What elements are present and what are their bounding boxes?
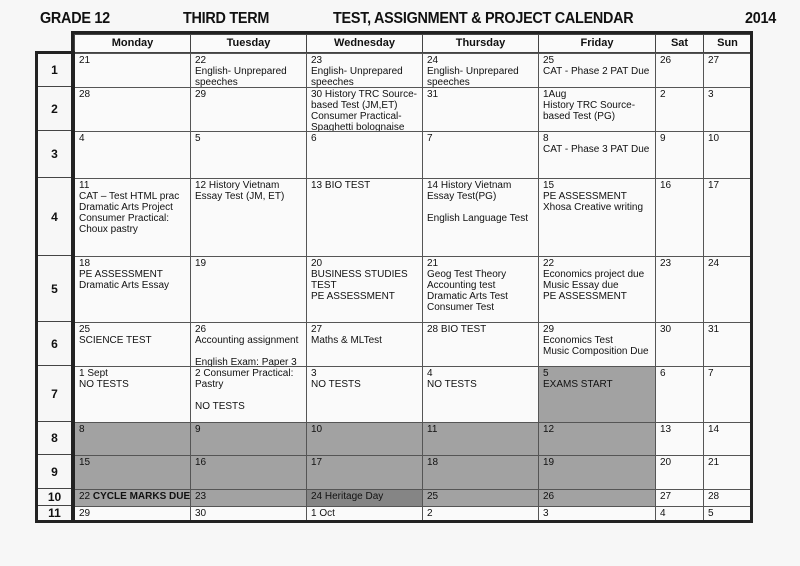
day-text: Pastry <box>195 379 224 390</box>
day-text: 17 <box>311 457 323 468</box>
day-text: NO TESTS <box>427 379 477 390</box>
day-text: 1 Sept <box>79 368 108 379</box>
week-number: 11 <box>38 506 71 521</box>
day-text: 11 <box>427 424 438 435</box>
column-header-wednesday: Wednesday <box>306 34 423 53</box>
column-header-thursday: Thursday <box>422 34 539 53</box>
day-text: 10 <box>311 424 323 435</box>
column-header-monday: Monday <box>74 34 191 53</box>
day-text: 9 <box>660 133 666 144</box>
day-text: Economics Test <box>543 335 613 346</box>
week-number: 1 <box>38 53 71 87</box>
day-text: 5 <box>543 368 549 379</box>
day-text: 8 <box>543 133 549 144</box>
day-text: 23 <box>195 491 207 502</box>
day-text: 14 History Vietnam <box>427 180 512 191</box>
day-text: 31 <box>708 324 720 335</box>
day-text: 11 <box>79 180 90 191</box>
day-text: Choux pastry <box>79 224 138 235</box>
day-text: Dramatic Arts Project <box>79 202 173 213</box>
day-text: Consumer Practical: <box>79 213 170 224</box>
day-text: BUSINESS STUDIES <box>311 269 408 280</box>
day-text: PE ASSESSMENT <box>79 269 163 280</box>
day-text: 20 <box>311 258 323 269</box>
column-header-sat: Sat <box>655 34 704 53</box>
day-text: History TRC Source- <box>543 100 636 111</box>
day-text: English Language Test <box>427 213 529 224</box>
week-number: 4 <box>38 178 71 256</box>
day-text: English- Unprepared <box>195 66 287 77</box>
day-text: 25 <box>427 491 439 502</box>
day-text: Essay Test (JM, ET) <box>195 191 285 202</box>
day-text: 4 <box>660 508 666 519</box>
day-text: 8 <box>79 424 85 435</box>
term-title: THIRD TERM <box>183 10 270 27</box>
day-text: PE ASSESSMENT <box>311 291 395 302</box>
day-text: 7 <box>427 133 433 144</box>
day-text: based Test (JM,ET) <box>311 100 398 111</box>
day-text: 29 <box>543 324 555 335</box>
day-text: 17 <box>708 180 720 191</box>
day-text: 25 <box>543 55 555 66</box>
day-text: English Exam: Paper 3 <box>195 357 297 367</box>
day-text: PE ASSESSMENT <box>543 291 627 302</box>
day-text: 29 <box>79 508 91 519</box>
day-text: 30 History TRC Source- <box>311 89 417 100</box>
week-number: 7 <box>38 366 71 422</box>
day-text: 23 <box>660 258 672 269</box>
day-text: CAT – Test HTML prac <box>79 191 180 202</box>
day-text: 25 <box>79 324 91 335</box>
day-text: speeches <box>427 77 470 88</box>
day-text: 1 Oct <box>311 508 335 519</box>
day-text: NO TESTS <box>79 379 129 390</box>
day-text: 2 <box>660 89 666 100</box>
day-text: 14 <box>708 424 720 435</box>
day-text: speeches <box>195 77 238 88</box>
column-header-sun: Sun <box>703 34 752 53</box>
day-text: 9 <box>195 424 201 435</box>
week-number: 6 <box>38 322 71 366</box>
day-text: Consumer Practical- <box>311 111 402 122</box>
column-header-tuesday: Tuesday <box>190 34 307 53</box>
day-text: 4 <box>427 368 433 379</box>
day-text: 31 <box>427 89 439 100</box>
day-text: 24 Heritage Day <box>311 491 384 502</box>
day-text: 1Aug <box>543 89 567 100</box>
day-text: 22 <box>195 55 207 66</box>
week-number: 2 <box>38 87 71 131</box>
day-text: 16 <box>660 180 672 191</box>
day-text: 3 <box>543 508 549 519</box>
day-text: 27 <box>708 55 720 66</box>
calendar-title: TEST, ASSIGNMENT & PROJECT CALENDAR <box>333 10 634 27</box>
day-text: 6 <box>311 133 317 144</box>
day-text: CAT - Phase 3 PAT Due <box>543 144 650 155</box>
day-text: Accounting assignment <box>195 335 299 346</box>
week-number: 5 <box>38 256 71 322</box>
day-text: 12 <box>543 424 555 435</box>
day-text: 26 <box>195 324 207 335</box>
day-text: 28 <box>708 491 720 502</box>
week-number: 9 <box>38 455 71 489</box>
day-text: 26 <box>543 491 555 502</box>
day-text: 13 BIO TEST <box>311 180 371 191</box>
day-text: 30 <box>660 324 672 335</box>
day-text: English- Unprepared <box>311 66 403 77</box>
week-column-border <box>35 51 75 523</box>
calendar-border <box>71 31 753 523</box>
day-text: 16 <box>195 457 207 468</box>
week-number: 3 <box>38 131 71 178</box>
day-text: 2 Consumer Practical: <box>195 368 294 379</box>
day-text: 30 <box>195 508 207 519</box>
day-text: EXAMS START <box>543 379 613 390</box>
day-text: 13 <box>660 424 672 435</box>
day-text: NO TESTS <box>195 401 245 412</box>
day-text: Dramatic Arts Essay <box>79 280 170 291</box>
day-text: Spaghetti bolognaise <box>311 122 405 132</box>
day-text: Xhosa Creative writing <box>543 202 644 213</box>
day-text: 21 <box>708 457 720 468</box>
day-text: based Test (PG) <box>543 111 616 122</box>
day-text: 12 History Vietnam <box>195 180 280 191</box>
day-text: Dramatic Arts Test <box>427 291 508 302</box>
day-text: speeches <box>311 77 354 88</box>
day-text: 23 <box>311 55 323 66</box>
day-text: 24 <box>708 258 720 269</box>
day-text: CAT - Phase 2 PAT Due <box>543 66 650 77</box>
week-number: 10 <box>38 489 71 506</box>
day-text: PE ASSESSMENT <box>543 191 627 202</box>
day-text: 18 <box>79 258 91 269</box>
day-text: Essay Test(PG) <box>427 191 497 202</box>
day-text: 5 <box>708 508 714 519</box>
day-text: 27 <box>660 491 672 502</box>
day-text: 7 <box>708 368 714 379</box>
day-text: 4 <box>79 133 85 144</box>
day-text: 2 <box>427 508 433 519</box>
day-text: 29 <box>195 89 207 100</box>
day-text: 26 <box>660 55 672 66</box>
day-text: 24 <box>427 55 439 66</box>
day-text: 22 <box>79 491 91 502</box>
day-text: 10 <box>708 133 720 144</box>
day-text: 22 <box>543 258 555 269</box>
day-text: 6 <box>660 368 666 379</box>
week-number: 8 <box>38 422 71 455</box>
day-text: 15 <box>543 180 555 191</box>
column-header-friday: Friday <box>538 34 656 53</box>
day-text: Consumer Test <box>427 302 495 313</box>
day-text: NO TESTS <box>311 379 361 390</box>
day-text: 3 <box>311 368 317 379</box>
day-text: 27 <box>311 324 323 335</box>
day-text: 20 <box>660 457 672 468</box>
day-text: 3 <box>708 89 714 100</box>
day-text: 28 BIO TEST <box>427 324 487 335</box>
day-text: Music Essay due <box>543 280 619 291</box>
grade-title: GRADE 12 <box>40 10 110 27</box>
day-text: Geog Test Theory <box>427 269 507 280</box>
day-text: 21 <box>79 55 91 66</box>
day-text: 15 <box>79 457 91 468</box>
cycle-marks-note: CYCLE MARKS DUE <box>92 491 191 502</box>
day-text: Economics project due <box>543 269 645 280</box>
day-text: Accounting test <box>427 280 496 291</box>
day-text: English- Unprepared <box>427 66 519 77</box>
day-text: 19 <box>543 457 555 468</box>
day-text: 19 <box>195 258 207 269</box>
day-text: 5 <box>195 133 201 144</box>
day-text: 28 <box>79 89 91 100</box>
day-text: Music Composition Due <box>543 346 649 357</box>
year-title: 2014 <box>745 10 776 27</box>
day-text: Maths & MLTest <box>311 335 382 346</box>
day-text: 18 <box>427 457 439 468</box>
day-text: TEST <box>311 280 337 291</box>
day-text: 21 <box>427 258 439 269</box>
day-text: SCIENCE TEST <box>79 335 152 346</box>
